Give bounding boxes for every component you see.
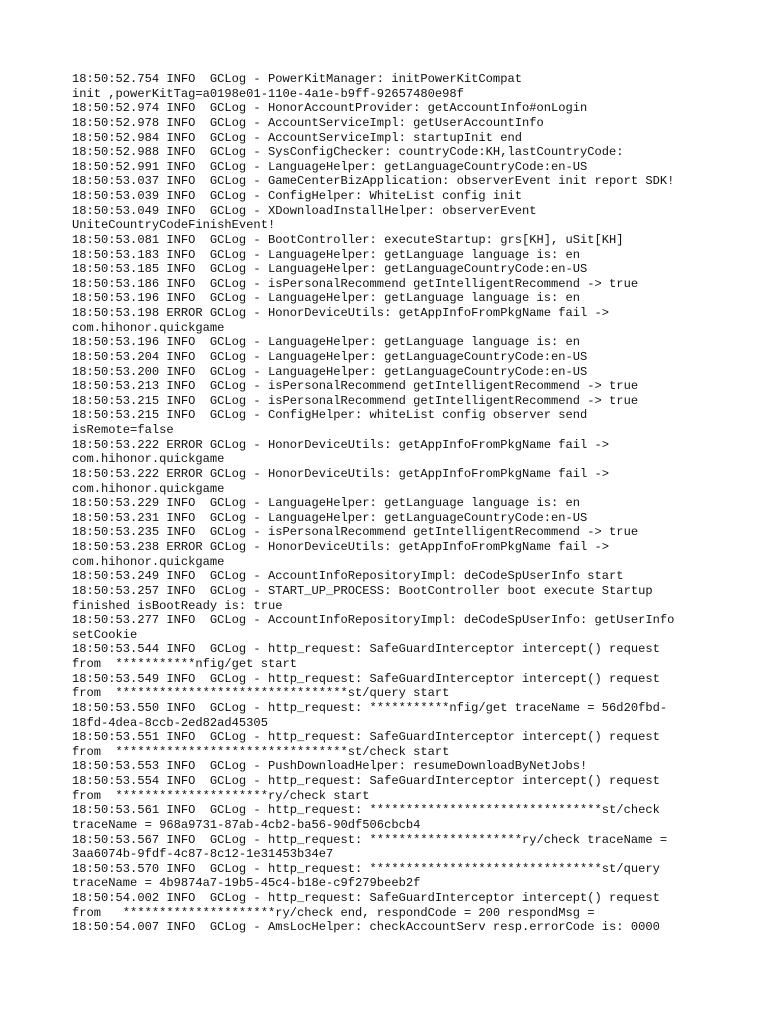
- log-line: 18:50:53.231 INFO GCLog - LanguageHelper: getLanguageCountryCode:en-US: [72, 510, 588, 525]
- log-line: 18:50:53.238 ERROR GCLog - HonorDeviceUtils: getAppInfoFromPkgName fail ->: [72, 540, 610, 554]
- log-line: 18:50:53.553 INFO GCLog - PushDownloadHelper: resumeDownloadByNetJobs!: [72, 759, 588, 774]
- log-line: 18:50:53.544 INFO GCLog - http_request: SafeGuardInterceptor intercept() request: [72, 642, 660, 657]
- log-line: com.hihonor.quickgame: [72, 481, 225, 496]
- log-line: com.hihonor.quickgame: [72, 554, 225, 569]
- log-text-block: [72, 72, 732, 935]
- log-line: 18:50:53.550 INFO GCLog - http_request: ***********nfig/get traceName = 56d20fbd-: [72, 700, 668, 715]
- log-line: 18:50:53.198 ERROR GCLog - HonorDeviceUtils: getAppInfoFromPkgName fail ->: [72, 306, 610, 320]
- log-line: com.hihonor.quickgame: [72, 320, 225, 335]
- log-line: 18:50:53.222 ERROR GCLog - HonorDeviceUtils: getAppInfoFromPkgName fail ->: [72, 437, 610, 452]
- log-line: init ,powerKitTag=a0198e01-110e-4a1e-b9ff-92657480e98f: [72, 86, 464, 101]
- log-line: 18:50:53.196 INFO GCLog - LanguageHelper: getLanguage language is: en: [72, 335, 581, 350]
- log-line: from *********************ry/check end, respondCode = 200 respondMsg =: [72, 905, 595, 920]
- log-line: 18:50:53.037 INFO GCLog - GameCenterBizApplication: observerEvent init report SDK!: [72, 174, 675, 189]
- log-line: UniteCountryCodeFinishEvent!: [72, 218, 276, 233]
- log-line: 18:50:53.204 INFO GCLog - LanguageHelper: getLanguageCountryCode:en-US: [72, 349, 588, 364]
- log-line: 18:50:53.277 INFO GCLog - AccountInfoRepositoryImpl: deCodeSpUserInfo: getUserInfo: [72, 613, 675, 628]
- log-line: 18:50:53.549 INFO GCLog - http_request: SafeGuardInterceptor intercept() request: [72, 671, 660, 686]
- log-line: 18:50:53.222 ERROR GCLog - HonorDeviceUtils: getAppInfoFromPkgName fail ->: [72, 466, 610, 481]
- log-line: 18:50:53.570 INFO GCLog - http_request: ********************************st/query: [72, 861, 660, 876]
- log-line: 18:50:53.551 INFO GCLog - http_request: SafeGuardInterceptor intercept() request: [72, 730, 660, 745]
- log-line: 18:50:53.257 INFO GCLog - START_UP_PROCESS: BootController boot execute Startup: [72, 583, 653, 598]
- log-line: 18:50:53.049 INFO GCLog - XDownloadInstallHelper: observerEvent: [72, 203, 537, 218]
- log-line: 18:50:54.007 INFO GCLog - AmsLocHelper: checkAccountServ resp.errorCode is: 0000: [72, 920, 660, 935]
- log-line: from ********************************st/query start: [72, 686, 450, 701]
- log-line: from ********************************st/check start: [72, 744, 450, 759]
- log-line: 18:50:53.200 INFO GCLog - LanguageHelper: getLanguageCountryCode:en-US: [72, 364, 588, 379]
- log-line: 18:50:53.215 INFO GCLog - isPersonalRecommend getIntelligentRecommend -> true: [72, 393, 639, 408]
- log-line: 18:50:53.185 INFO GCLog - LanguageHelper: getLanguageCountryCode:en-US: [72, 262, 588, 277]
- log-line: isRemote=false: [72, 423, 174, 437]
- log-line: from ***********nfig/get start: [72, 657, 297, 671]
- log-line: 18:50:53.081 INFO GCLog - BootController: executeStartup: grs[KH], uSit[KH]: [72, 232, 624, 247]
- log-line: 18:50:53.213 INFO GCLog - isPersonalRecommend getIntelligentRecommend -> true: [72, 379, 639, 394]
- log-line: 18:50:53.039 INFO GCLog - ConfigHelper: WhiteList config init: [72, 189, 522, 203]
- log-line: 18:50:53.196 INFO GCLog - LanguageHelper: getLanguage language is: en: [72, 291, 581, 306]
- log-line: 18:50:52.984 INFO GCLog - AccountServiceImpl: startupInit end: [72, 130, 522, 145]
- log-line: 18:50:53.235 INFO GCLog - isPersonalRecommend getIntelligentRecommend -> true: [72, 525, 639, 540]
- log-line: 18:50:53.554 INFO GCLog - http_request: SafeGuardInterceptor intercept() request: [72, 774, 660, 788]
- log-line: 18:50:53.567 INFO GCLog - http_request: *********************ry/check traceName =: [72, 832, 668, 847]
- log-line: 18:50:53.249 INFO GCLog - AccountInfoRepositoryImpl: deCodeSpUserInfo start: [72, 569, 624, 584]
- log-line: 18:50:52.754 INFO GCLog - PowerKitManager: initPowerKitCompat: [72, 72, 522, 86]
- log-line: 3aa6074b-9fdf-4c87-8c12-1e31453b34e7: [72, 847, 334, 862]
- log-line: 18:50:53.215 INFO GCLog - ConfigHelper: whiteList config observer send: [72, 408, 588, 423]
- log-line: finished isBootReady is: true: [72, 598, 283, 613]
- log-line: traceName = 968a9731-87ab-4cb2-ba56-90df506cbcb4: [72, 817, 421, 832]
- log-line: 18:50:53.183 INFO GCLog - LanguageHelper: getLanguage language is: en: [72, 247, 581, 262]
- log-line: setCookie: [72, 627, 138, 642]
- log-line: 18fd-4dea-8ccb-2ed82ad45305: [72, 715, 268, 730]
- log-line: 18:50:53.561 INFO GCLog - http_request: ********************************st/check: [72, 803, 660, 818]
- log-line: 18:50:53.186 INFO GCLog - isPersonalRecommend getIntelligentRecommend -> true: [72, 276, 639, 291]
- log-line: 18:50:52.978 INFO GCLog - AccountServiceImpl: getUserAccountInfo: [72, 115, 544, 130]
- log-line: 18:50:52.988 INFO GCLog - SysConfigChecker: countryCode:KH,lastCountryCode:: [72, 145, 624, 160]
- log-line: 18:50:53.229 INFO GCLog - LanguageHelper: getLanguage language is: en: [72, 496, 581, 511]
- log-line: 18:50:52.991 INFO GCLog - LanguageHelper: getLanguageCountryCode:en-US: [72, 159, 588, 174]
- log-line: com.hihonor.quickgame: [72, 452, 225, 467]
- log-line: 18:50:52.974 INFO GCLog - HonorAccountProvider: getAccountInfo#onLogin: [72, 101, 588, 116]
- log-line: 18:50:54.002 INFO GCLog - http_request: SafeGuardInterceptor intercept() request: [72, 891, 660, 905]
- log-line: traceName = 4b9874a7-19b5-45c4-b18e-c9f279beeb2f: [72, 876, 421, 891]
- log-line: from *********************ry/check start: [72, 788, 370, 803]
